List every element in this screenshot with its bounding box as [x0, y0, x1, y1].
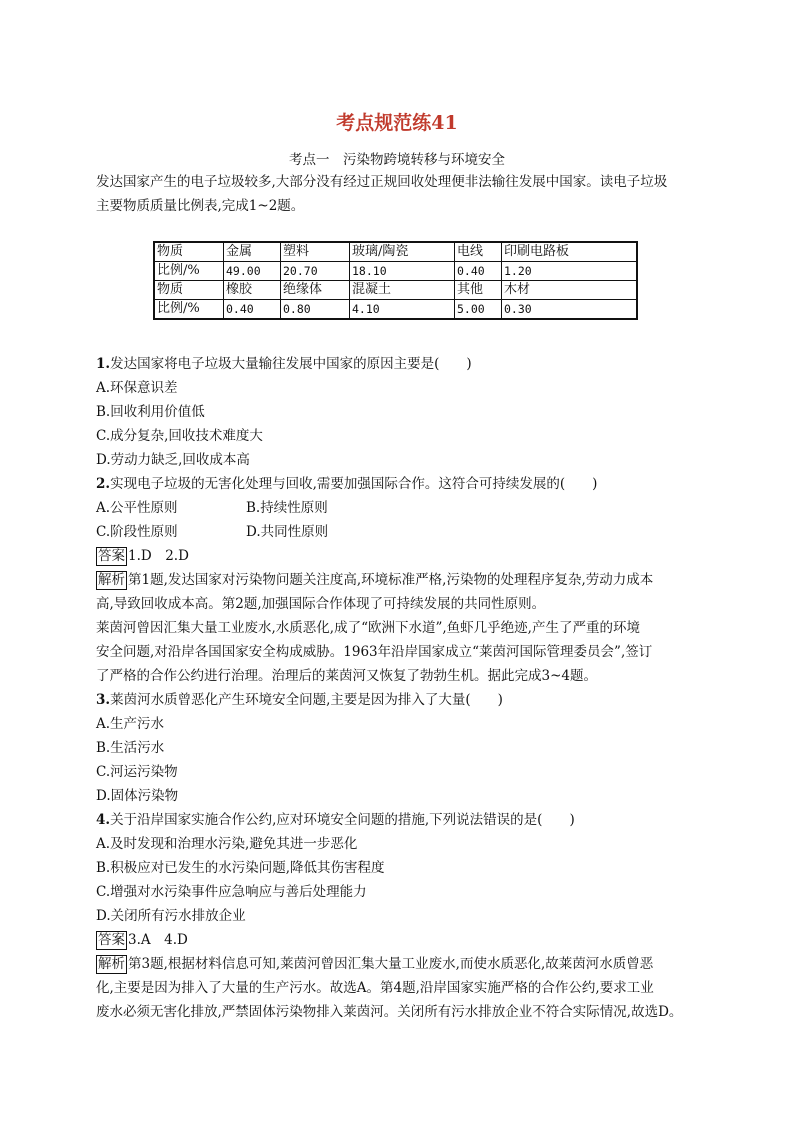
intro-line: 安全问题,对沿岸各国国家安全构成威胁。1963年沿岸国家成立“莱茵河国际管理委员会”,签订	[96, 644, 653, 660]
option-d: D.共同性原则	[246, 524, 329, 540]
material-ratio-table	[153, 241, 638, 320]
analysis-line: 高,导致回收成本高。第2题,加强国际合作体现了可持续发展的共同性原则。	[96, 596, 546, 612]
page-title: 考点规范练41	[336, 112, 458, 134]
answer-tag: 答案	[98, 932, 125, 948]
analysis-tag: 解析	[98, 956, 125, 972]
option-c: C.增强对水污染事件应急响应与善后处理能力	[96, 884, 367, 900]
analysis-block	[96, 569, 653, 591]
intro-line: 主要物质质量比例表,完成1~2题。	[96, 198, 305, 214]
question-number: 1.	[96, 356, 111, 372]
question-number: 3.	[96, 692, 111, 708]
answer-text: 1.D 2.D	[128, 548, 189, 564]
option-d: D.劳动力缺乏,回收成本高	[96, 452, 250, 468]
question-4	[96, 809, 575, 831]
table-cell: 0.40	[224, 300, 281, 320]
table-cell: 玻璃/陶瓷	[350, 242, 455, 262]
intro-line: 了严格的合作公约进行治理。治理后的莱茵河又恢复了勃勃生机。据此完成3~4题。	[96, 668, 597, 684]
table-cell: 比例/%	[154, 262, 224, 281]
answer-tag: 答案	[98, 548, 125, 564]
table-row	[154, 262, 637, 281]
option-c: C.河运污染物	[96, 764, 178, 780]
table-cell: 物质	[154, 281, 224, 300]
answer-text: 3.A 4.D	[128, 932, 188, 948]
table-cell: 木材	[502, 281, 638, 300]
options-row	[96, 497, 328, 519]
question-stem: 关于沿岸国家实施合作公约,应对环境安全问题的措施,下列说法错误的是( )	[110, 812, 575, 828]
table-cell: 印刷电路板	[502, 242, 638, 262]
intro-line: 莱茵河曾因汇集大量工业废水,水质恶化,成了“欧洲下水道”,鱼虾几乎绝迹,产生了严重的环境	[96, 620, 640, 636]
table-cell: 比例/%	[154, 300, 224, 320]
table-cell: 1.20	[502, 262, 638, 281]
option-a: A.公平性原则	[96, 500, 178, 516]
section-title: 考点一 污染物跨境转移与环境安全	[289, 152, 505, 168]
analysis-line: 化,主要是因为排入了大量的生产污水。故选A。第4题,沿岸国家实施严格的合作公约,要求工业	[96, 980, 654, 996]
table-cell: 电线	[455, 242, 502, 262]
table-cell: 橡胶	[224, 281, 281, 300]
table-cell: 其他	[455, 281, 502, 300]
option-c: C.阶段性原则	[96, 524, 178, 540]
table-cell: 0.30	[502, 300, 638, 320]
analysis-text: 第1题,发达国家对污染物问题关注度高,环境标准严格,污染物的处理程序复杂,劳动力成本	[128, 572, 654, 588]
answer-block	[96, 929, 188, 951]
option-d: D.固体污染物	[96, 788, 179, 804]
table-cell: 0.40	[455, 262, 502, 281]
table-row	[154, 242, 637, 262]
option-a: A.环保意识差	[96, 380, 178, 396]
analysis-block	[96, 953, 653, 975]
table-cell: 0.80	[281, 300, 350, 320]
question-number: 4.	[96, 812, 111, 828]
table-cell: 20.70	[281, 262, 350, 281]
question-2	[96, 473, 597, 495]
option-b: B.持续性原则	[246, 500, 328, 516]
table-cell: 物质	[154, 242, 224, 262]
table-cell: 4.10	[350, 300, 455, 320]
question-stem: 实现电子垃圾的无害化处理与回收,需要加强国际合作。这符合可持续发展的( )	[110, 476, 598, 492]
question-stem: 莱茵河水质曾恶化产生环境安全问题,主要是因为排入了大量( )	[110, 692, 503, 708]
table-cell: 混凝土	[350, 281, 455, 300]
option-b: B.积极应对已发生的水污染问题,降低其伤害程度	[96, 860, 385, 876]
option-b: B.生活污水	[96, 740, 165, 756]
table-cell: 49.00	[224, 262, 281, 281]
options-row	[96, 521, 328, 543]
option-d: D.关闭所有污水排放企业	[96, 908, 246, 924]
table-row	[154, 300, 637, 320]
table-cell: 绝缘体	[281, 281, 350, 300]
question-1	[96, 353, 472, 375]
option-a: A.生产污水	[96, 716, 165, 732]
table-cell: 5.00	[455, 300, 502, 320]
analysis-line: 废水必须无害化排放,严禁固体污染物排入莱茵河。关闭所有污水排放企业不符合实际情况,故选D。	[96, 1004, 683, 1020]
table-cell: 金属	[224, 242, 281, 262]
table-cell: 塑料	[281, 242, 350, 262]
option-a: A.及时发现和治理水污染,避免其进一步恶化	[96, 836, 358, 852]
option-c: C.成分复杂,回收技术难度大	[96, 428, 263, 444]
question-number: 2.	[96, 476, 111, 492]
answer-block	[96, 545, 189, 567]
intro-line: 发达国家产生的电子垃圾较多,大部分没有经过正规回收处理便非法输往发展中国家。读电子垃圾	[96, 174, 668, 190]
analysis-text: 第3题,根据材料信息可知,莱茵河曾因汇集大量工业废水,而使水质恶化,故莱茵河水质曾恶	[128, 956, 654, 972]
question-stem: 发达国家将电子垃圾大量输往发展中国家的原因主要是( )	[110, 356, 472, 372]
table-cell: 18.10	[350, 262, 455, 281]
question-3	[96, 689, 503, 711]
option-b: B.回收利用价值低	[96, 404, 205, 420]
table-row	[154, 281, 637, 300]
analysis-tag: 解析	[98, 572, 125, 588]
